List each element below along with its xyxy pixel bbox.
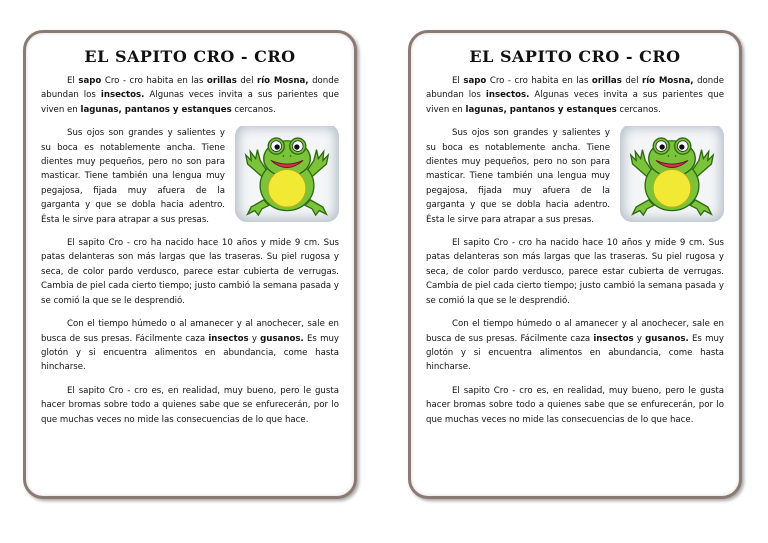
paragraph-2-block (426, 126, 724, 236)
paragraph-4: Con el tiempo húmedo o al amanecer y al anochecer, sale en busca de sus presas. Fácilmente caza insectos y gusanos. Es muy glotón y si encuentra alimentos en abundancia, come hasta hincharse. (426, 319, 724, 373)
story-title: EL SAPITO CRO - CRO (84, 47, 296, 66)
frog-icon (627, 130, 717, 216)
paragraph-5: El sapito Cro - cro es, en realidad, muy bueno, pero le gusta hacer bromas sobre todo a quienes sabe que se enfurecerán, por lo que muchas veces no mide las consecuencias de lo que hace. (426, 385, 724, 425)
paragraph-3: El sapito Cro - cro ha nacido hace 10 años y mide 9 cm. Sus patas delanteras son más largas que las traseras. Su piel rugosa y seca, de color pardo verdusco, parece estar cubierta de verrugas. Cambia de piel cada cierto tiempo; justo cambió la semana pasada y se comió la que se le desprendió. (426, 238, 724, 306)
story-card-right (408, 30, 742, 499)
paragraph-5: El sapito Cro - cro es, en realidad, muy bueno, pero le gusta hacer bromas sobre todo a quienes sabe que se enfurecerán, por lo que muchas veces no mide las consecuencias de lo que hace. (41, 385, 339, 425)
frog-illustration-frame (620, 126, 724, 222)
paragraph-4: Con el tiempo húmedo o al amanecer y al anochecer, sale en busca de sus presas. Fácilmente caza insectos y gusanos. Es muy glotón y si encuentra alimentos en abundancia, come hasta hincharse. (41, 319, 339, 373)
story-card-left (23, 30, 357, 499)
paragraph-2: Sus ojos son grandes y salientes y su boca es notablemente ancha. Tiene dientes muy pequeños, pero no son para masticar. Tiene también una lengua muy pegajosa, fijada muy afuera de la garganta y que se dobla hacia adentro. Ésta le sirve para atrapar a sus presas. (426, 128, 610, 225)
paragraph-2-block (41, 126, 339, 236)
story-title: EL SAPITO CRO - CRO (469, 47, 681, 66)
paragraph-1: El sapo Cro - cro habita en las orillas del río Mosna, donde abundan los insectos. Algunas veces invita a sus parientes que viven en lagunas, pantanos y estanques cercanos. (426, 76, 724, 115)
frog-illustration-frame (235, 126, 339, 222)
frog-icon (242, 130, 332, 216)
paragraph-3: El sapito Cro - cro ha nacido hace 10 años y mide 9 cm. Sus patas delanteras son más largas que las traseras. Su piel rugosa y seca, de color pardo verdusco, parece estar cubierta de verrugas. Cambia de piel cada cierto tiempo; justo cambió la semana pasada y se comió la que se le desprendió. (41, 238, 339, 306)
paragraph-1: El sapo Cro - cro habita en las orillas del río Mosna, donde abundan los insectos. Algunas veces invita a sus parientes que viven en lagunas, pantanos y estanques cercanos. (41, 76, 339, 115)
paragraph-2: Sus ojos son grandes y salientes y su boca es notablemente ancha. Tiene dientes muy pequeños, pero no son para masticar. Tiene también una lengua muy pegajosa, fijada muy afuera de la garganta y que se dobla hacia adentro. Ésta le sirve para atrapar a sus presas. (41, 128, 225, 225)
